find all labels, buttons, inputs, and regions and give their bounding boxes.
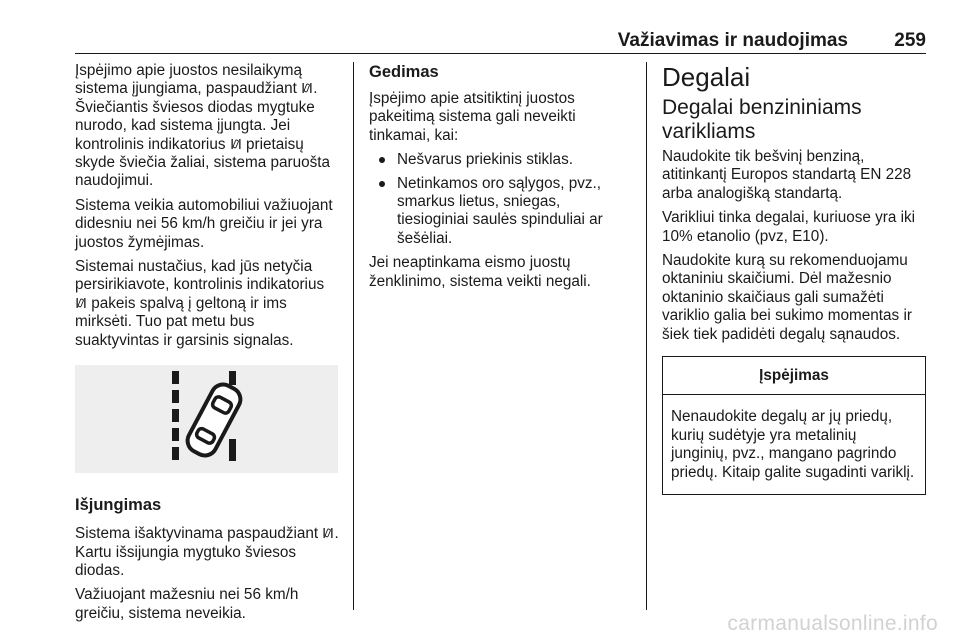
fault-list (369, 151, 629, 248)
watermark: carmanualsonline.info (727, 612, 938, 635)
column-left (75, 62, 340, 629)
page-header (75, 0, 926, 54)
paragraph-fuel-standard: Naudokite tik bešvinį benziną, atitinkantį Europos standartą EN 228 arba analogišką standartą. (662, 148, 912, 202)
lane-departure-icon (231, 138, 241, 150)
paragraph-low-speed: Važiuojant mažesniu nei 56 km/h greičiu, sistema neveikia. (75, 586, 299, 622)
paragraph-ethanol: Varikliui tinka degalai, kuriuose yra iki 10% etanolio (pvz, E10). (662, 209, 916, 245)
page-title: Degalai (662, 62, 751, 92)
paragraph-octane: Naudokite kurą su rekomenduojamu oktaniniu skaičiumi. Dėl mažesnio oktaninio skaičiaus gali sumažėti variklio galia bei sukimo momentas ir šiek tiek padidėti degalų sąnaudos. (662, 252, 912, 343)
list-item: Nešvarus priekinis stiklas. (369, 151, 629, 169)
warning-body: Nenaudokite degalų ar jų priedų, kurių sudėtyje yra metalinių junginių, pvz., mangano pagrindo priedų. Kitaip galite sugadinti variklį. (671, 408, 915, 481)
lane-departure-figure (75, 365, 338, 473)
text: prietaisų skyde šviečia žaliai, sistema paruošta naudojimui. (75, 135, 331, 190)
column-divider (646, 62, 647, 610)
section-subtitle: Degalai benzininiams varikliams (662, 96, 862, 143)
warning-title: Įspėjimas (663, 357, 925, 395)
text: Įspėjimo apie juostos nesilaikymą sistema įjungiama, paspaudžiant (75, 62, 303, 98)
column-middle (369, 62, 629, 297)
text: . Šviečiantis šviesos diodas mygtuke nurodo, kad sistema įjungta. Jei kontrolinis indikatorius (75, 80, 318, 153)
section-title: Važiavimas ir naudojimas (617, 30, 848, 51)
warning-box (662, 356, 926, 495)
text: . Kartu išsijungia mygtuko šviesos diodas. (75, 525, 339, 579)
paragraph-activation (75, 62, 340, 191)
text: pakeis spalvą į geltoną ir ims mirksėti. Tuo pat metu bus suaktyvintas ir garsinis signalas. (75, 294, 294, 349)
page-number: 259 (894, 30, 926, 51)
lane-departure-icon (323, 527, 333, 539)
list-item: Netinkamos oro sąlygos, pvz., smarkus lietus, sniegas, tiesioginiai saulės spinduliai ar šešėliai. (369, 175, 629, 249)
paragraph-operation: Sistema veikia automobiliui važiuojant didesniu nei 56 km/h greičiu ir jei yra juostos žymėjimas. (75, 196, 333, 251)
lane-departure-icon (302, 82, 312, 94)
paragraph-fault-outro: Jei neaptinkama eismo juostų ženklinimo, sistema veikti negali. (369, 254, 591, 290)
heading-fault: Gedimas (369, 63, 439, 81)
paragraph-fault-intro: Įspėjimo apie atsitiktinį juostos pakeitimą sistema gali neveikti tinkamai, kai: (369, 90, 576, 144)
column-right (662, 62, 928, 495)
text: Sistemai nustačius, kad jūs netyčia persirikiavote, kontrolinis indikatorius (75, 258, 325, 294)
column-divider (353, 62, 354, 610)
heading-deactivation: Išjungimas (75, 496, 162, 515)
lane-departure-icon (76, 297, 86, 309)
text: Sistema išaktyvinama paspaudžiant (75, 525, 319, 543)
lane-departure-warning-symbol (75, 365, 338, 473)
paragraph-deactivation (75, 525, 340, 580)
paragraph-warning (75, 258, 340, 350)
